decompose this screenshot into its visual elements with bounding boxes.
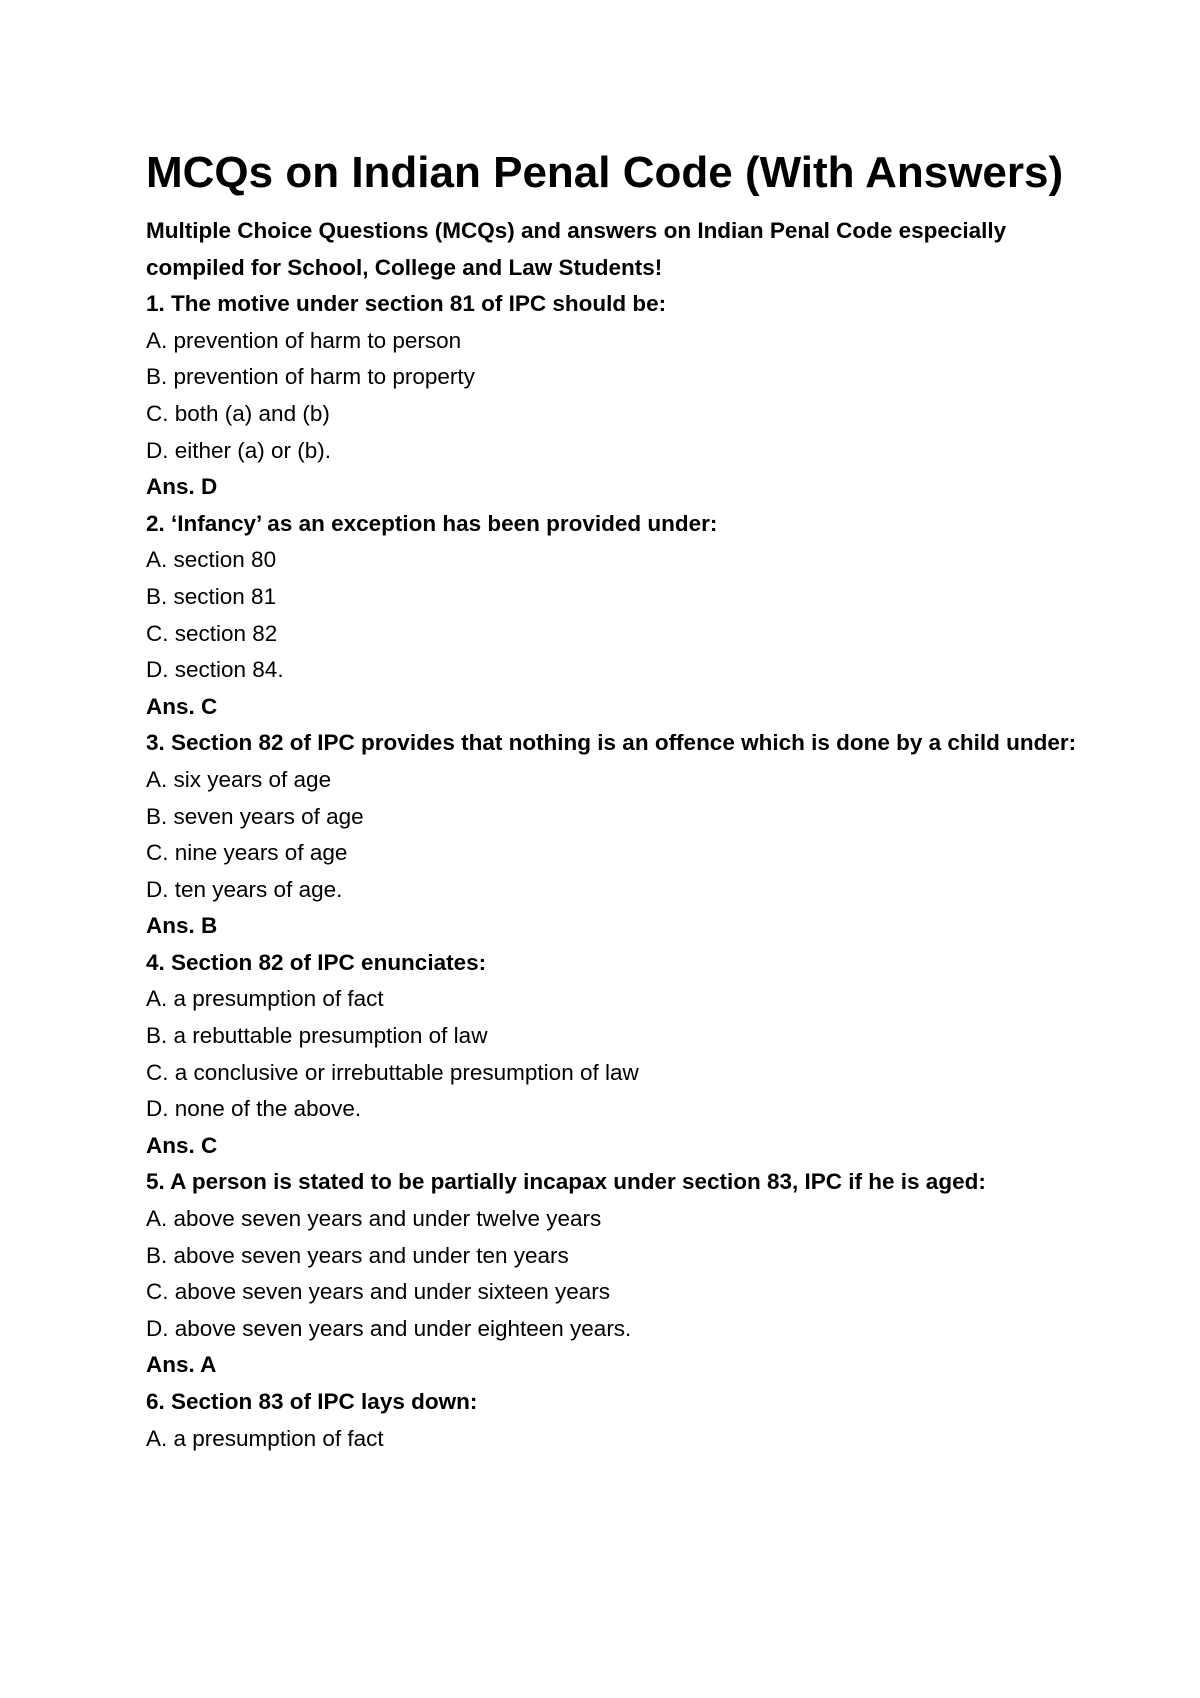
option-b: B. prevention of harm to property [146,364,475,390]
option-a: A. section 80 [146,547,277,573]
option-d: D. ten years of age. [146,876,343,902]
option-b: B. seven years of age [146,803,364,829]
document-title: MCQs on Indian Penal Code (With Answers) [146,148,1064,197]
option-c: C. nine years of age [146,840,348,866]
option-a: A. a presumption of fact [146,986,384,1012]
question-block-2 [146,506,1086,726]
option-d: D. either (a) or (b). [146,437,332,463]
answer-text: Ans. A [146,1352,217,1378]
option-c: C. both (a) and (b) [146,400,330,426]
intro-text: Multiple Choice Questions (MCQs) and answers on Indian Penal Code especially compiled for School, College and Law Students! [146,218,1007,280]
document-page [146,146,1086,1457]
question-text: 6. Section 83 of IPC lays down: [146,1389,478,1414]
answer-text: Ans. B [146,913,218,939]
question-text: 3. Section 82 of IPC provides that nothing is an offence which is done by a child under: [146,730,1077,756]
option-d: D. above seven years and under eighteen years. [146,1315,632,1341]
question-block-5 [146,1164,1086,1384]
question-block-6 [146,1384,1086,1457]
option-d: D. section 84. [146,657,284,683]
option-d: D. none of the above. [146,1096,362,1122]
option-a: A. six years of age [146,766,332,792]
answer-text: Ans. D [146,474,218,500]
option-c: C. section 82 [146,620,278,646]
option-b: B. section 81 [146,583,277,609]
question-block-3 [146,725,1086,945]
question-text: 1. The motive under section 81 of IPC should be: [146,291,667,317]
question-block-4 [146,945,1086,1165]
question-block-1 [146,286,1086,506]
option-c: C. above seven years and under sixteen years [146,1279,611,1305]
option-a: A. above seven years and under twelve years [146,1206,602,1232]
question-text: 2. ‘Infancy’ as an exception has been provided under: [146,510,718,536]
option-b: B. a rebuttable presumption of law [146,1023,488,1049]
answer-text: Ans. C [146,693,218,719]
question-text: 5. A person is stated to be partially incapax under section 83, IPC if he is aged: [146,1169,986,1195]
option-a: A. a presumption of fact [146,1425,384,1451]
option-c: C. a conclusive or irrebuttable presumption of law [146,1059,639,1085]
option-b: B. above seven years and under ten years [146,1242,569,1268]
option-a: A. prevention of harm to person [146,327,462,353]
answer-text: Ans. C [146,1132,218,1158]
question-text: 4. Section 82 of IPC enunciates: [146,949,487,975]
